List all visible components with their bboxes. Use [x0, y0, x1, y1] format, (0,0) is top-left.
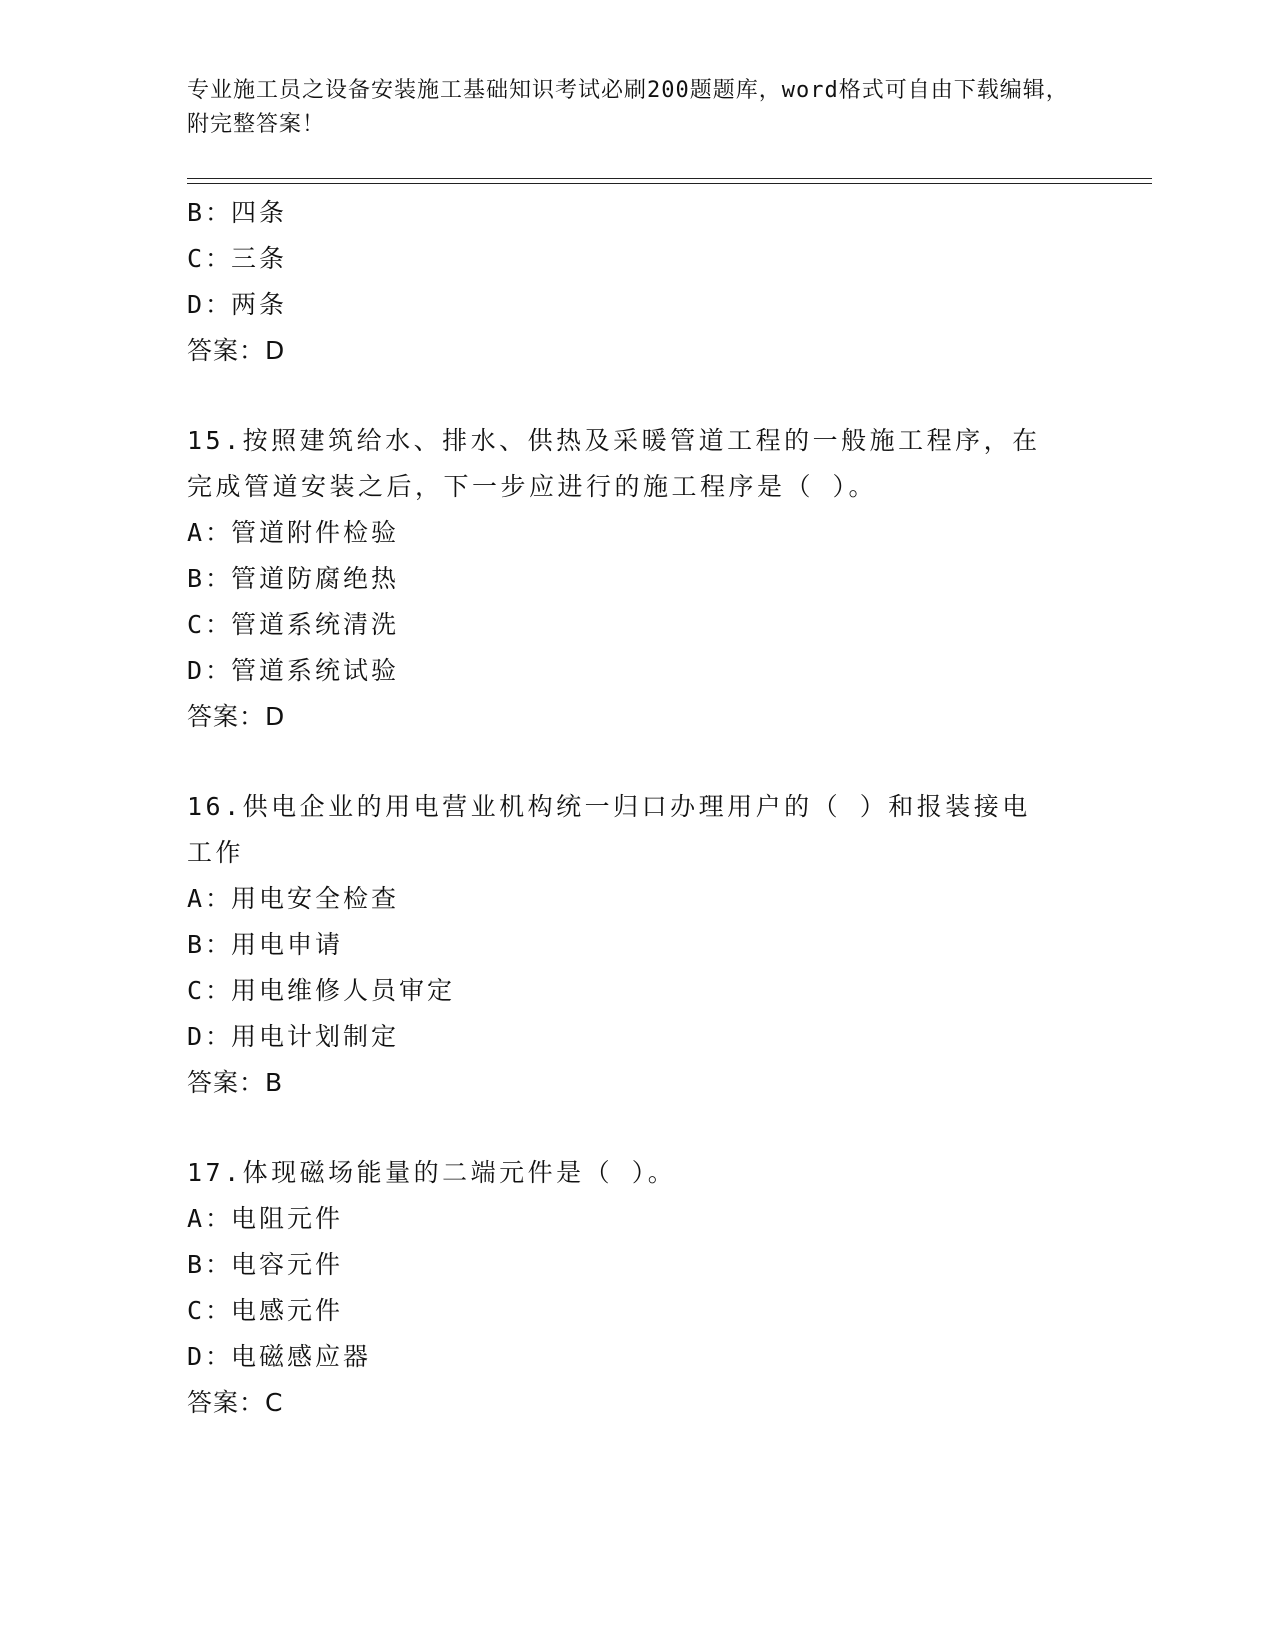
option-label: D： [187, 290, 234, 319]
option-label: B： [187, 564, 234, 593]
question-15 [187, 418, 1087, 740]
option-text: 两条 [231, 290, 288, 319]
header-divider-bottom [187, 183, 1152, 184]
option-d [187, 648, 1087, 694]
option-b [187, 556, 1087, 602]
option-d [187, 1334, 1087, 1380]
option-text: 四条 [231, 198, 288, 227]
question-stem: 16.供电企业的用电营业机构统一归口办理用户的（ ）和报装接电工作 [187, 792, 1031, 867]
header-divider-top [187, 178, 1152, 179]
option-text: 用电申请 [231, 930, 344, 959]
option-b [187, 922, 1087, 968]
option-text: 用电维修人员审定 [231, 976, 456, 1005]
option-label: C： [187, 976, 234, 1005]
option-b [187, 190, 1087, 236]
option-label: C： [187, 610, 234, 639]
carryover-question [187, 190, 1087, 374]
option-text: 管道附件检验 [231, 518, 400, 547]
option-d [187, 1014, 1087, 1060]
option-text: 电阻元件 [231, 1204, 344, 1233]
option-text: 管道系统试验 [231, 656, 400, 685]
option-label: B： [187, 930, 234, 959]
question-stem: 17.体现磁场能量的二端元件是（ ）。 [187, 1158, 677, 1187]
option-text: 管道防腐绝热 [231, 564, 400, 593]
answer-line: 答案：C [187, 1388, 284, 1417]
option-c [187, 968, 1087, 1014]
question-16 [187, 784, 1087, 1106]
option-text: 电磁感应器 [231, 1342, 372, 1371]
option-label: B： [187, 1250, 234, 1279]
option-label: D： [187, 656, 234, 685]
option-a [187, 1196, 1087, 1242]
answer-line: 答案：B [187, 1068, 284, 1097]
option-d [187, 282, 1087, 328]
answer-line: 答案：D [187, 336, 286, 365]
option-label: A： [187, 518, 234, 547]
option-label: A： [187, 1204, 234, 1233]
answer-line: 答案：D [187, 702, 286, 731]
option-b [187, 1242, 1087, 1288]
option-label: D： [187, 1022, 234, 1051]
option-label: C： [187, 1296, 234, 1325]
page-header: 专业施工员之设备安装施工基础知识考试必刷200题题库，word格式可自由下载编辑，附完整答案！ [187, 78, 1069, 137]
option-text: 用电计划制定 [231, 1022, 400, 1051]
option-label: A： [187, 884, 234, 913]
option-c [187, 1288, 1087, 1334]
option-text: 用电安全检查 [231, 884, 400, 913]
option-text: 电感元件 [231, 1296, 344, 1325]
option-label: C： [187, 244, 234, 273]
option-c [187, 602, 1087, 648]
option-a [187, 876, 1087, 922]
option-a [187, 510, 1087, 556]
option-label: B： [187, 198, 234, 227]
option-label: D： [187, 1342, 234, 1371]
question-stem: 15.按照建筑给水、排水、供热及采暖管道工程的一般施工程序，在完成管道安装之后，下一步应进行的施工程序是（ ）。 [187, 426, 1041, 501]
option-c [187, 236, 1087, 282]
option-text: 三条 [231, 244, 288, 273]
option-text: 电容元件 [231, 1250, 344, 1279]
document-body [187, 190, 1087, 1426]
question-17 [187, 1150, 1087, 1426]
option-text: 管道系统清洗 [231, 610, 400, 639]
